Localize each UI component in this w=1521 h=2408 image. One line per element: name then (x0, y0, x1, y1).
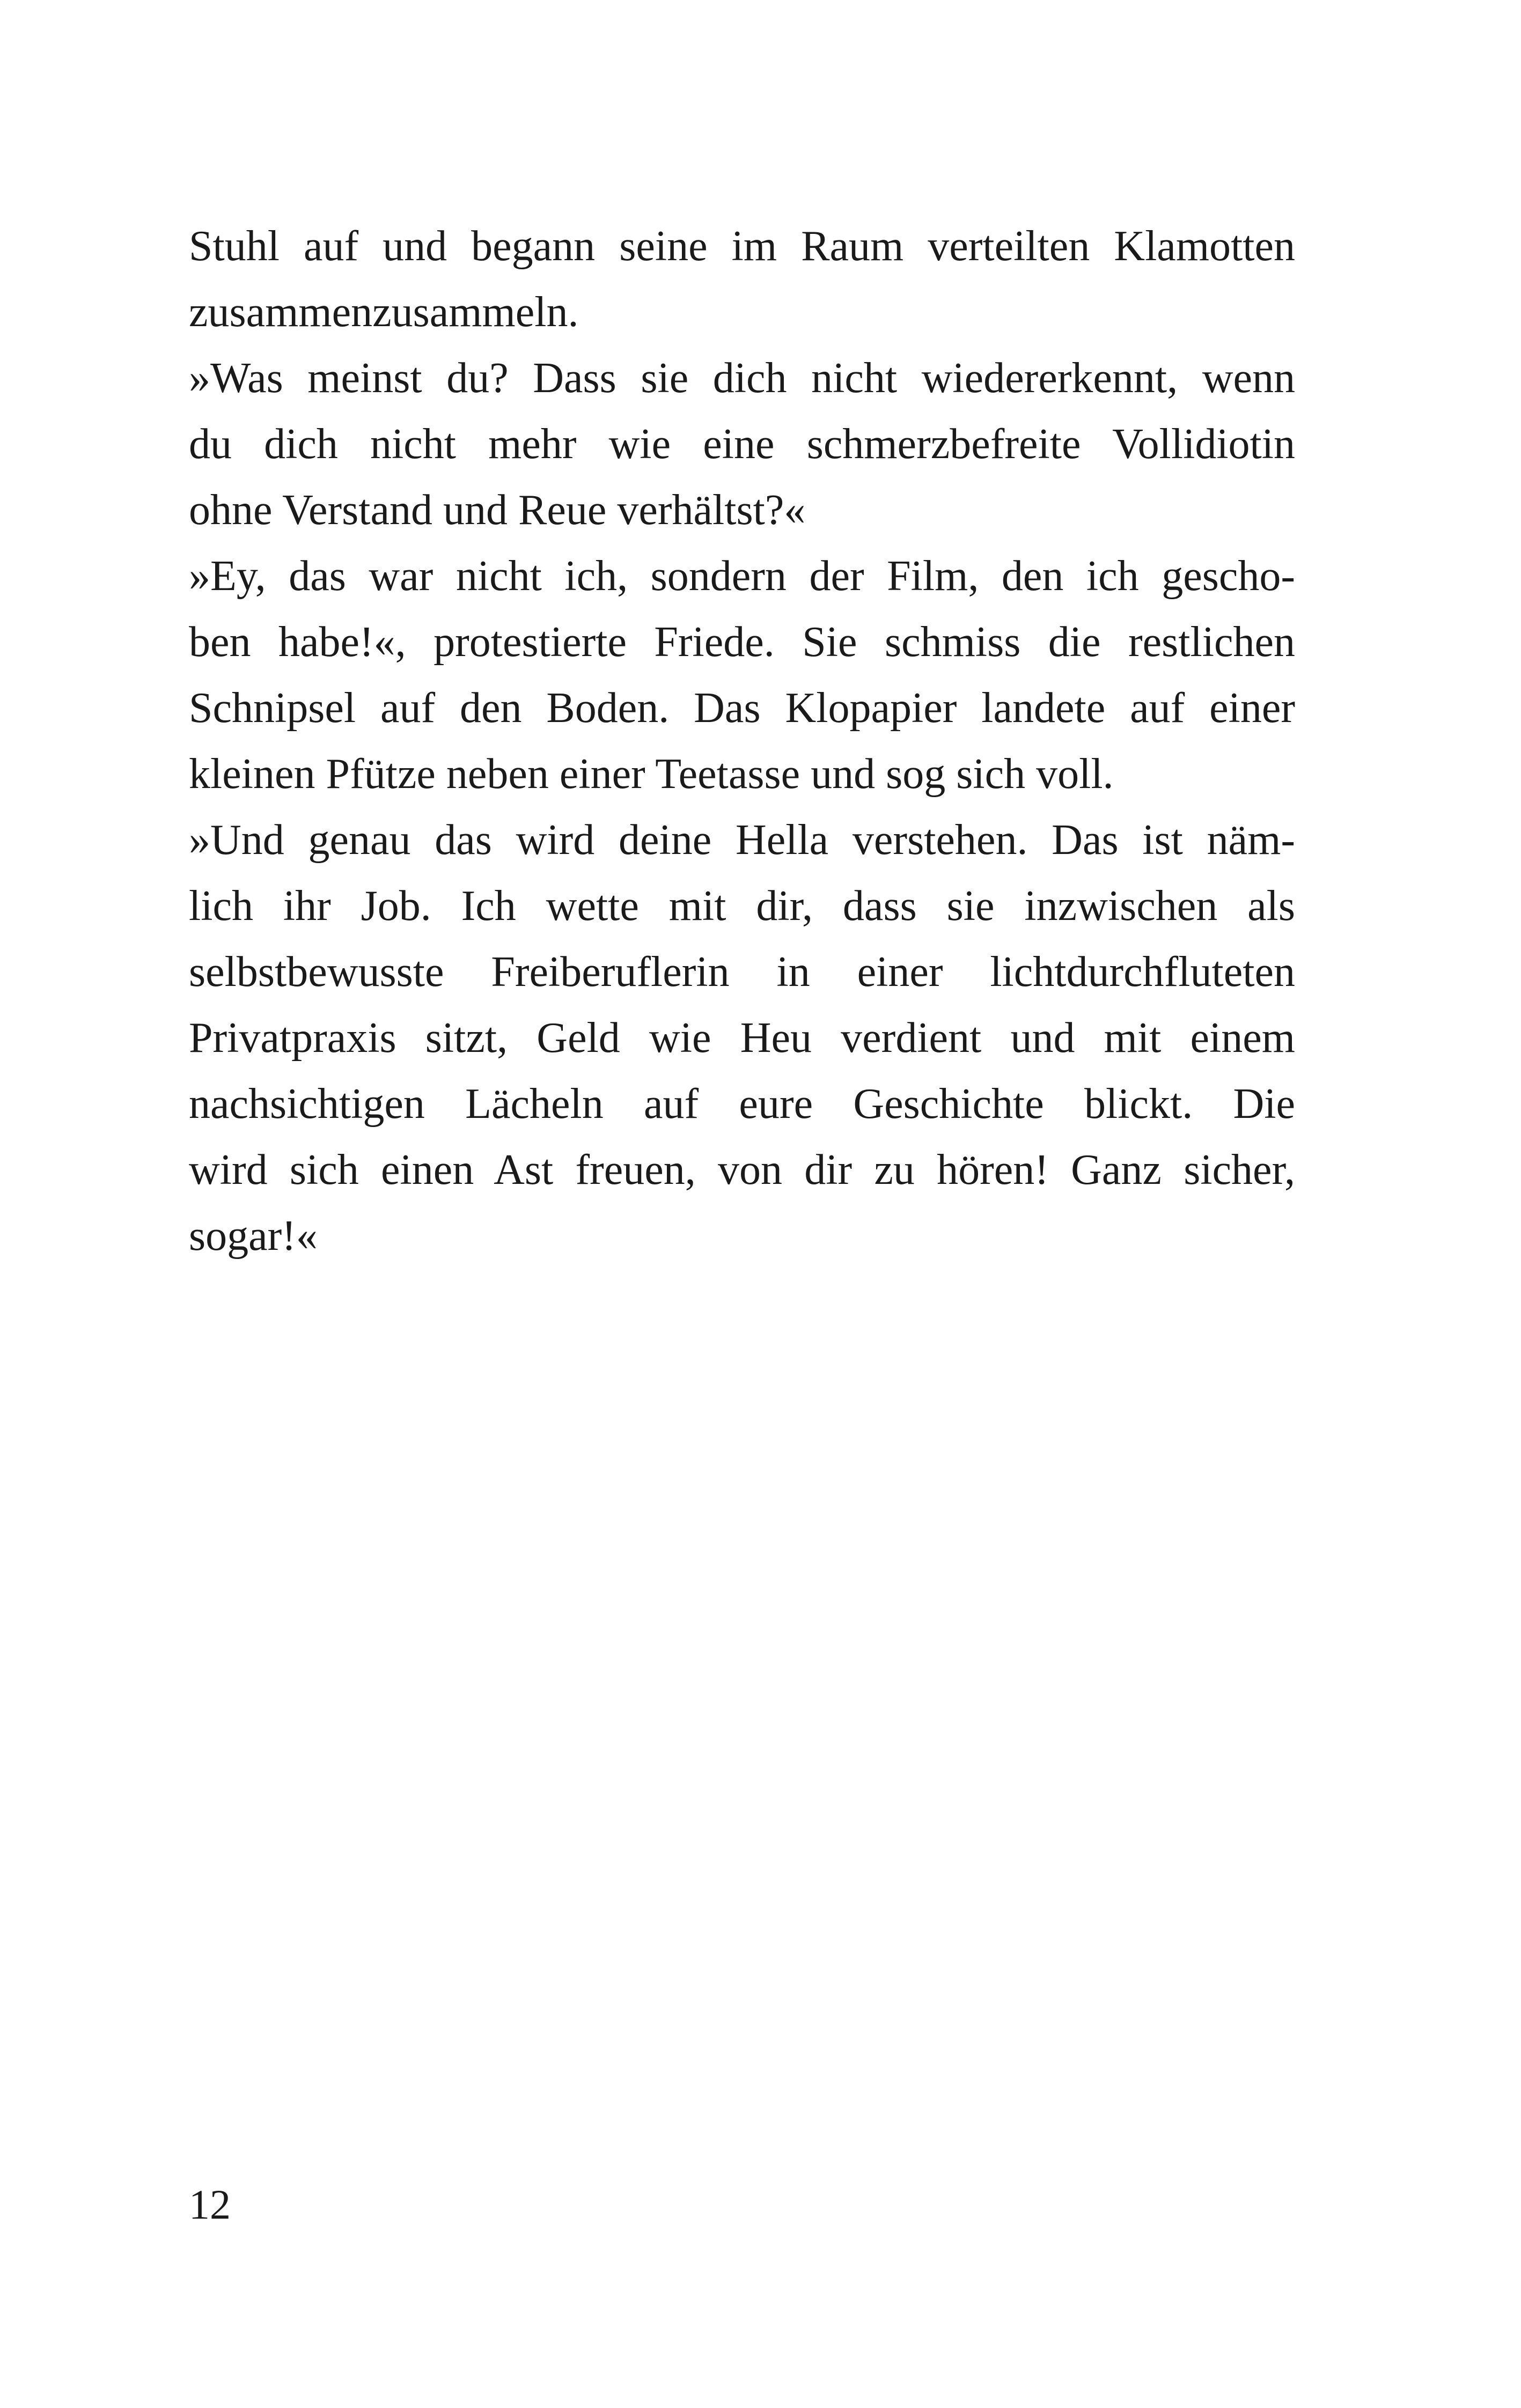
text-line: »Und genau das wird deine Hella verstehen. Das ist näm- (189, 816, 1295, 864)
text-line: wird sich einen Ast freuen, von dir zu hören! Ganz sicher, (189, 1146, 1295, 1194)
text-line: sogar!« (189, 1212, 318, 1260)
text-line: nachsichtigen Lächeln auf eure Geschichte blickt. Die (189, 1080, 1295, 1128)
body-text (189, 213, 1295, 1269)
text-line: ohne Verstand und Reue verhältst?« (189, 487, 806, 534)
text-line: lich ihr Job. Ich wette mit dir, dass sie inzwischen als (189, 882, 1295, 930)
text-line: du dich nicht mehr wie eine schmerzbefreite Vollidiotin (189, 421, 1295, 468)
text-line: »Was meinst du? Dass sie dich nicht wiedererkennt, wenn (189, 355, 1295, 402)
text-line: selbstbewusste Freiberuflerin in einer lichtdurchfluteten (189, 948, 1295, 996)
text-line: »Ey, das war nicht ich, sondern der Film, den ich gescho- (189, 553, 1295, 600)
text-line: Schnipsel auf den Boden. Das Klopapier landete auf einer (189, 684, 1295, 732)
text-line: Privatpraxis sitzt, Geld wie Heu verdient und mit einem (189, 1014, 1295, 1062)
text-line: Stuhl auf und begann seine im Raum verteilten Klamotten (189, 223, 1295, 270)
page-number: 12 (189, 2181, 231, 2228)
text-line: kleinen Pfütze neben einer Teetasse und sog sich voll. (189, 750, 1114, 798)
text-line: zusammenzusammeln. (189, 289, 579, 336)
text-line: ben habe!«, protestierte Friede. Sie schmiss die restlichen (189, 618, 1295, 666)
